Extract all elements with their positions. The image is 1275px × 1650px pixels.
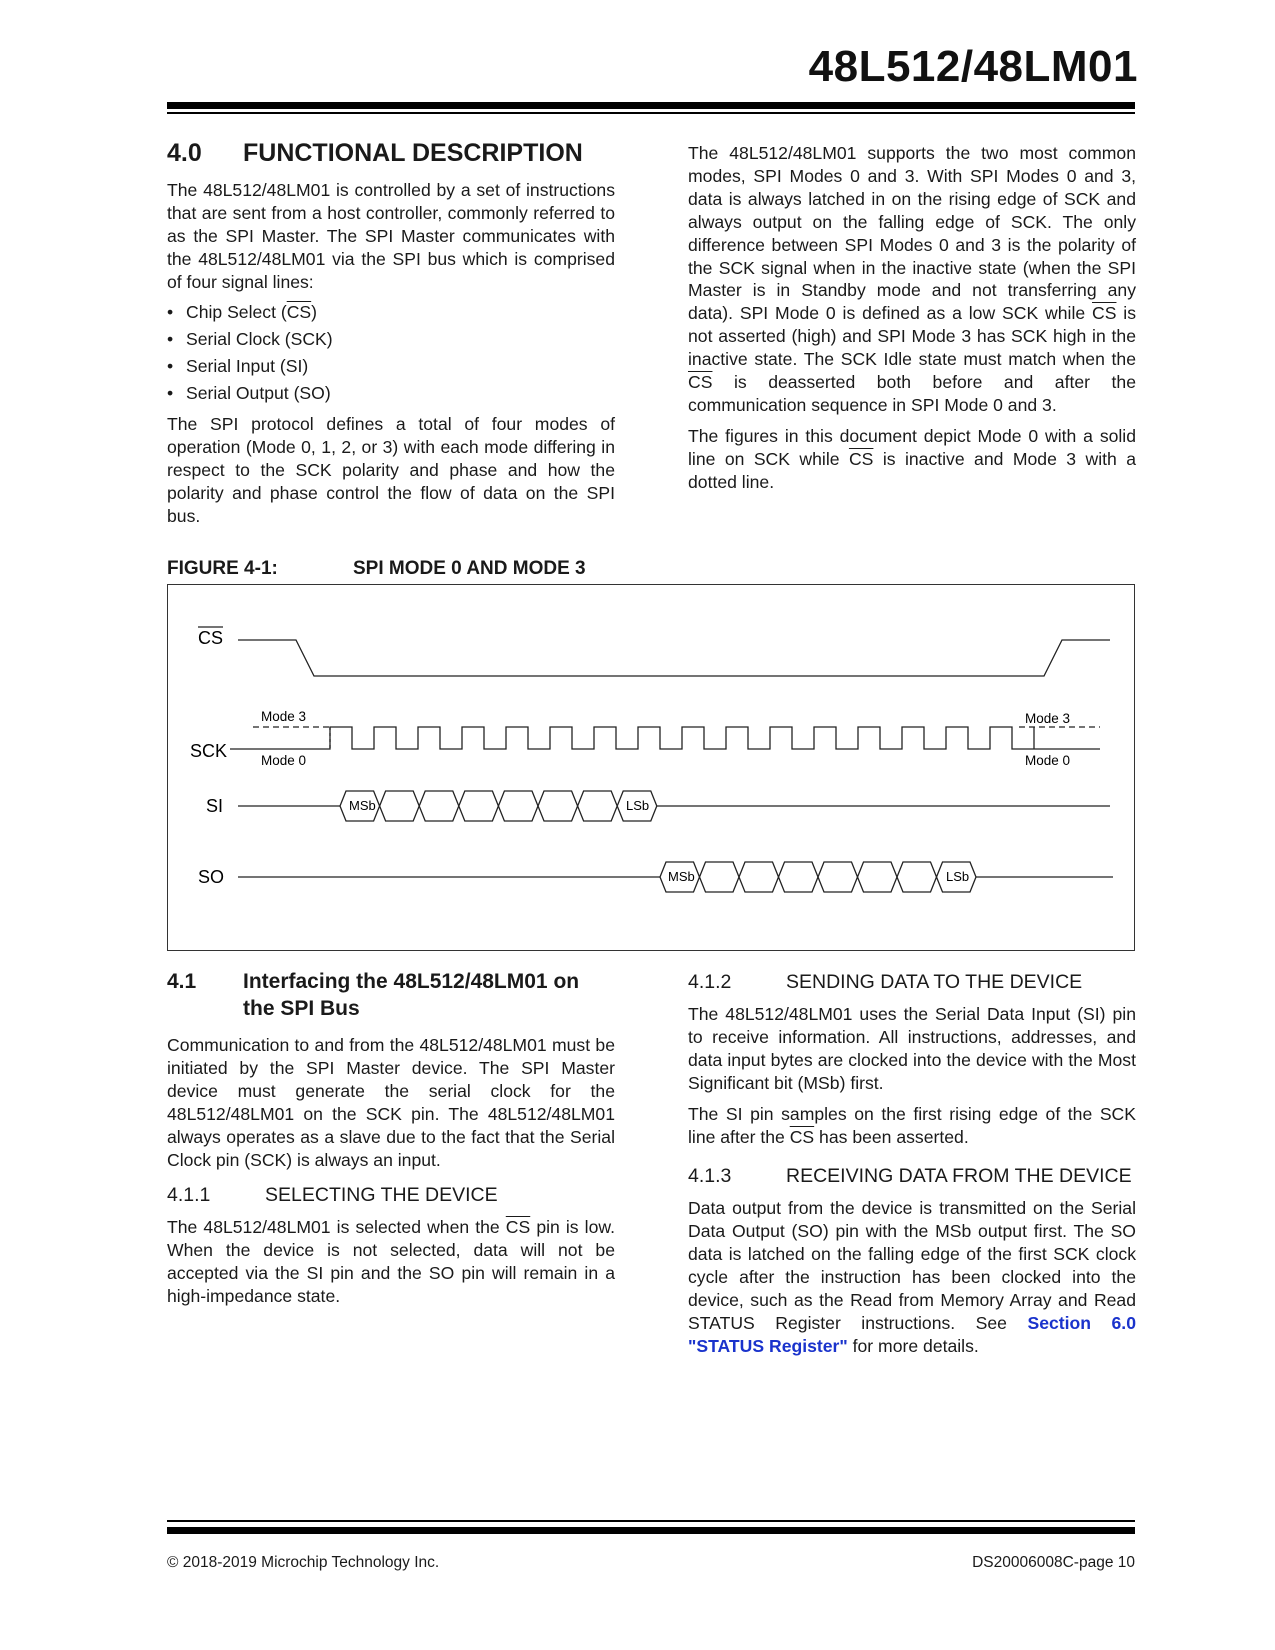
si-lsb-label: LSb xyxy=(626,798,650,813)
paragraph: The 48L512/48LM01 uses the Serial Data Input (SI) pin to receive information. All instructions, addresses, and data input bytes are clocked into the device with the Most Significant bit (MSb) first. xyxy=(688,1004,1136,1093)
paragraph: The SI pin samples on the first rising edge of the SCK line after the $\overline{CS}$ has been asserted. xyxy=(688,1103,1136,1147)
data-bit xyxy=(459,791,499,821)
so-signal-label: SO xyxy=(198,867,225,887)
section-number: 4.1.3 xyxy=(688,1165,732,1188)
footer-rule-thick xyxy=(167,1527,1135,1534)
mode0-label-right: Mode 0 xyxy=(1025,753,1071,768)
left-column-top xyxy=(167,139,615,536)
data-bit xyxy=(739,862,779,892)
so-msb-label: MSb xyxy=(668,869,695,884)
section-4-1-heading xyxy=(167,968,615,1022)
left-column-bottom xyxy=(167,968,615,1316)
mode3-label-left: Mode 3 xyxy=(261,709,307,724)
data-bit xyxy=(538,791,578,821)
data-bit xyxy=(380,791,420,821)
figure-caption xyxy=(167,558,586,580)
data-bit xyxy=(897,862,937,892)
section-title: FUNCTIONAL DESCRIPTION xyxy=(243,139,583,167)
paragraph: The 48L512/48LM01 is controlled by a set of instructions that are sent from a host controller, commonly referred to as the SPI Master. The SPI Master communicates with the 48L512/48LM01 via the SPI bus which is comprised of four signal lines: xyxy=(167,179,615,292)
sck-signal-label: SCK xyxy=(190,741,228,761)
paragraph: Data output from the device is transmitted on the Serial Data Output (SO) pin with the MSb output first. The SO data is latched on the falling edge of the first SCK clock cycle after the instruction has been clocked into the device, such as the Read from Memory Array and Read STATUS Register instructions. See Section 6.0 "STATUS Register" for more details. xyxy=(688,1198,1136,1356)
data-bit xyxy=(858,862,898,892)
timing-diagram xyxy=(167,584,1135,951)
so-lsb-label: LSb xyxy=(946,869,970,884)
section-number: 4.1.1 xyxy=(167,1184,211,1207)
document-title: 48L512/48LM01 xyxy=(808,42,1138,91)
section-4-1-1-heading xyxy=(167,1183,615,1208)
figure-title: SPI MODE 0 AND MODE 3 xyxy=(353,558,586,579)
page-number: DS20006008C-page 10 xyxy=(972,1554,1135,1571)
sck-waveform xyxy=(230,727,1100,749)
data-bit xyxy=(419,791,459,821)
data-bit xyxy=(498,791,538,821)
mode0-label-left: Mode 0 xyxy=(261,753,307,768)
footer-rule-thin xyxy=(167,1520,1135,1522)
paragraph: The 48L512/48LM01 is selected when the $\overline{CS}$ pin is low. When the device is not selected, data will not be accepted via the SI pin and the SO pin will remain in a high-impedance state. xyxy=(167,1217,615,1307)
si-signal-label: SI xyxy=(206,796,224,816)
timing-diagram-svg xyxy=(168,585,1134,950)
data-bit xyxy=(700,862,740,892)
mode3-label-right: Mode 3 xyxy=(1025,711,1071,726)
section-4-1-2-heading xyxy=(688,970,1136,995)
figure-label: FIGURE 4-1: xyxy=(167,558,278,579)
data-bit xyxy=(818,862,858,892)
section-title: SENDING DATA TO THE DEVICE xyxy=(786,971,1083,993)
section-title: RECEIVING DATA FROM THE DEVICE xyxy=(786,1165,1132,1188)
right-column-top xyxy=(688,142,1136,502)
paragraph: The figures in this document depict Mode 0 with a solid line on SCK while $\overline{CS}$ is inactive and Mode 3 with a dotted line. xyxy=(688,425,1136,492)
paragraph: The SPI protocol defines a total of four modes of operation (Mode 0, 1, 2, or 3) with each mode differing in respect to the SCK polarity and phase and how the polarity and phase control the flow of data on the SPI bus. xyxy=(167,414,615,526)
paragraph: Communication to and from the 48L512/48LM01 must be initiated by the SPI Master device. The SPI Master device must generate the serial clock for the 48L512/48LM01 on the SCK pin. The 48L512/48LM01 always operates as a slave due to the fact that the Serial Clock pin (SCK) is always an input. xyxy=(167,1035,615,1170)
right-column-bottom xyxy=(688,970,1136,1366)
status-register-link[interactable]: Section 6.0 "STATUS Register" xyxy=(688,1312,1136,1356)
list-item: • Serial Output (SO) xyxy=(167,382,615,405)
so-bit-group xyxy=(660,862,976,892)
section-4-1-3-heading xyxy=(688,1164,1136,1189)
header-rule-thin xyxy=(167,112,1135,114)
cs-waveform xyxy=(238,640,1110,676)
data-bit xyxy=(578,791,618,821)
section-4-heading xyxy=(167,139,615,167)
paragraph: The 48L512/48LM01 supports the two most common modes, SPI Modes 0 and 3. With SPI Modes 0 and 3, data is always latched in on the rising edge of SCK and always output on the falling edge of SCK. The only difference between SPI Modes 0 and 3 is the polarity of the SCK signal when in the inactive state (when the SPI Master is in Standby mode and not transferring any data). SPI Mode 0 is defined as a low SCK while $\overline{CS}$ is not asserted (high) and SPI Mode 3 has SCK high in the inactive state. The SCK Idle state must match when the $\overline{CS}$ is deasserted both before and after the communication sequence in SPI Mode 0 and 3. xyxy=(688,143,1137,415)
list-item: • Chip Select $(\overline{CS})$ xyxy=(167,301,615,324)
section-number: 4.0 xyxy=(167,139,202,167)
section-title: SELECTING THE DEVICE xyxy=(265,1184,498,1207)
list-item: • Serial Clock (SCK) xyxy=(167,328,615,351)
section-title: Interfacing the 48L512/48LM01 on the SPI Bus xyxy=(243,970,580,1020)
data-bit xyxy=(779,862,819,892)
section-number: 4.1.2 xyxy=(688,971,732,993)
si-bit-group xyxy=(340,791,657,821)
copyright: © 2018-2019 Microchip Technology Inc. xyxy=(167,1554,440,1571)
list-item: • Serial Input (SI) xyxy=(167,355,615,378)
cs-signal-label: CS xyxy=(198,628,224,648)
si-msb-label: MSb xyxy=(349,798,376,813)
section-number: 4.1 xyxy=(167,970,197,993)
signal-list xyxy=(167,301,615,405)
header-rule-thick xyxy=(167,102,1135,109)
